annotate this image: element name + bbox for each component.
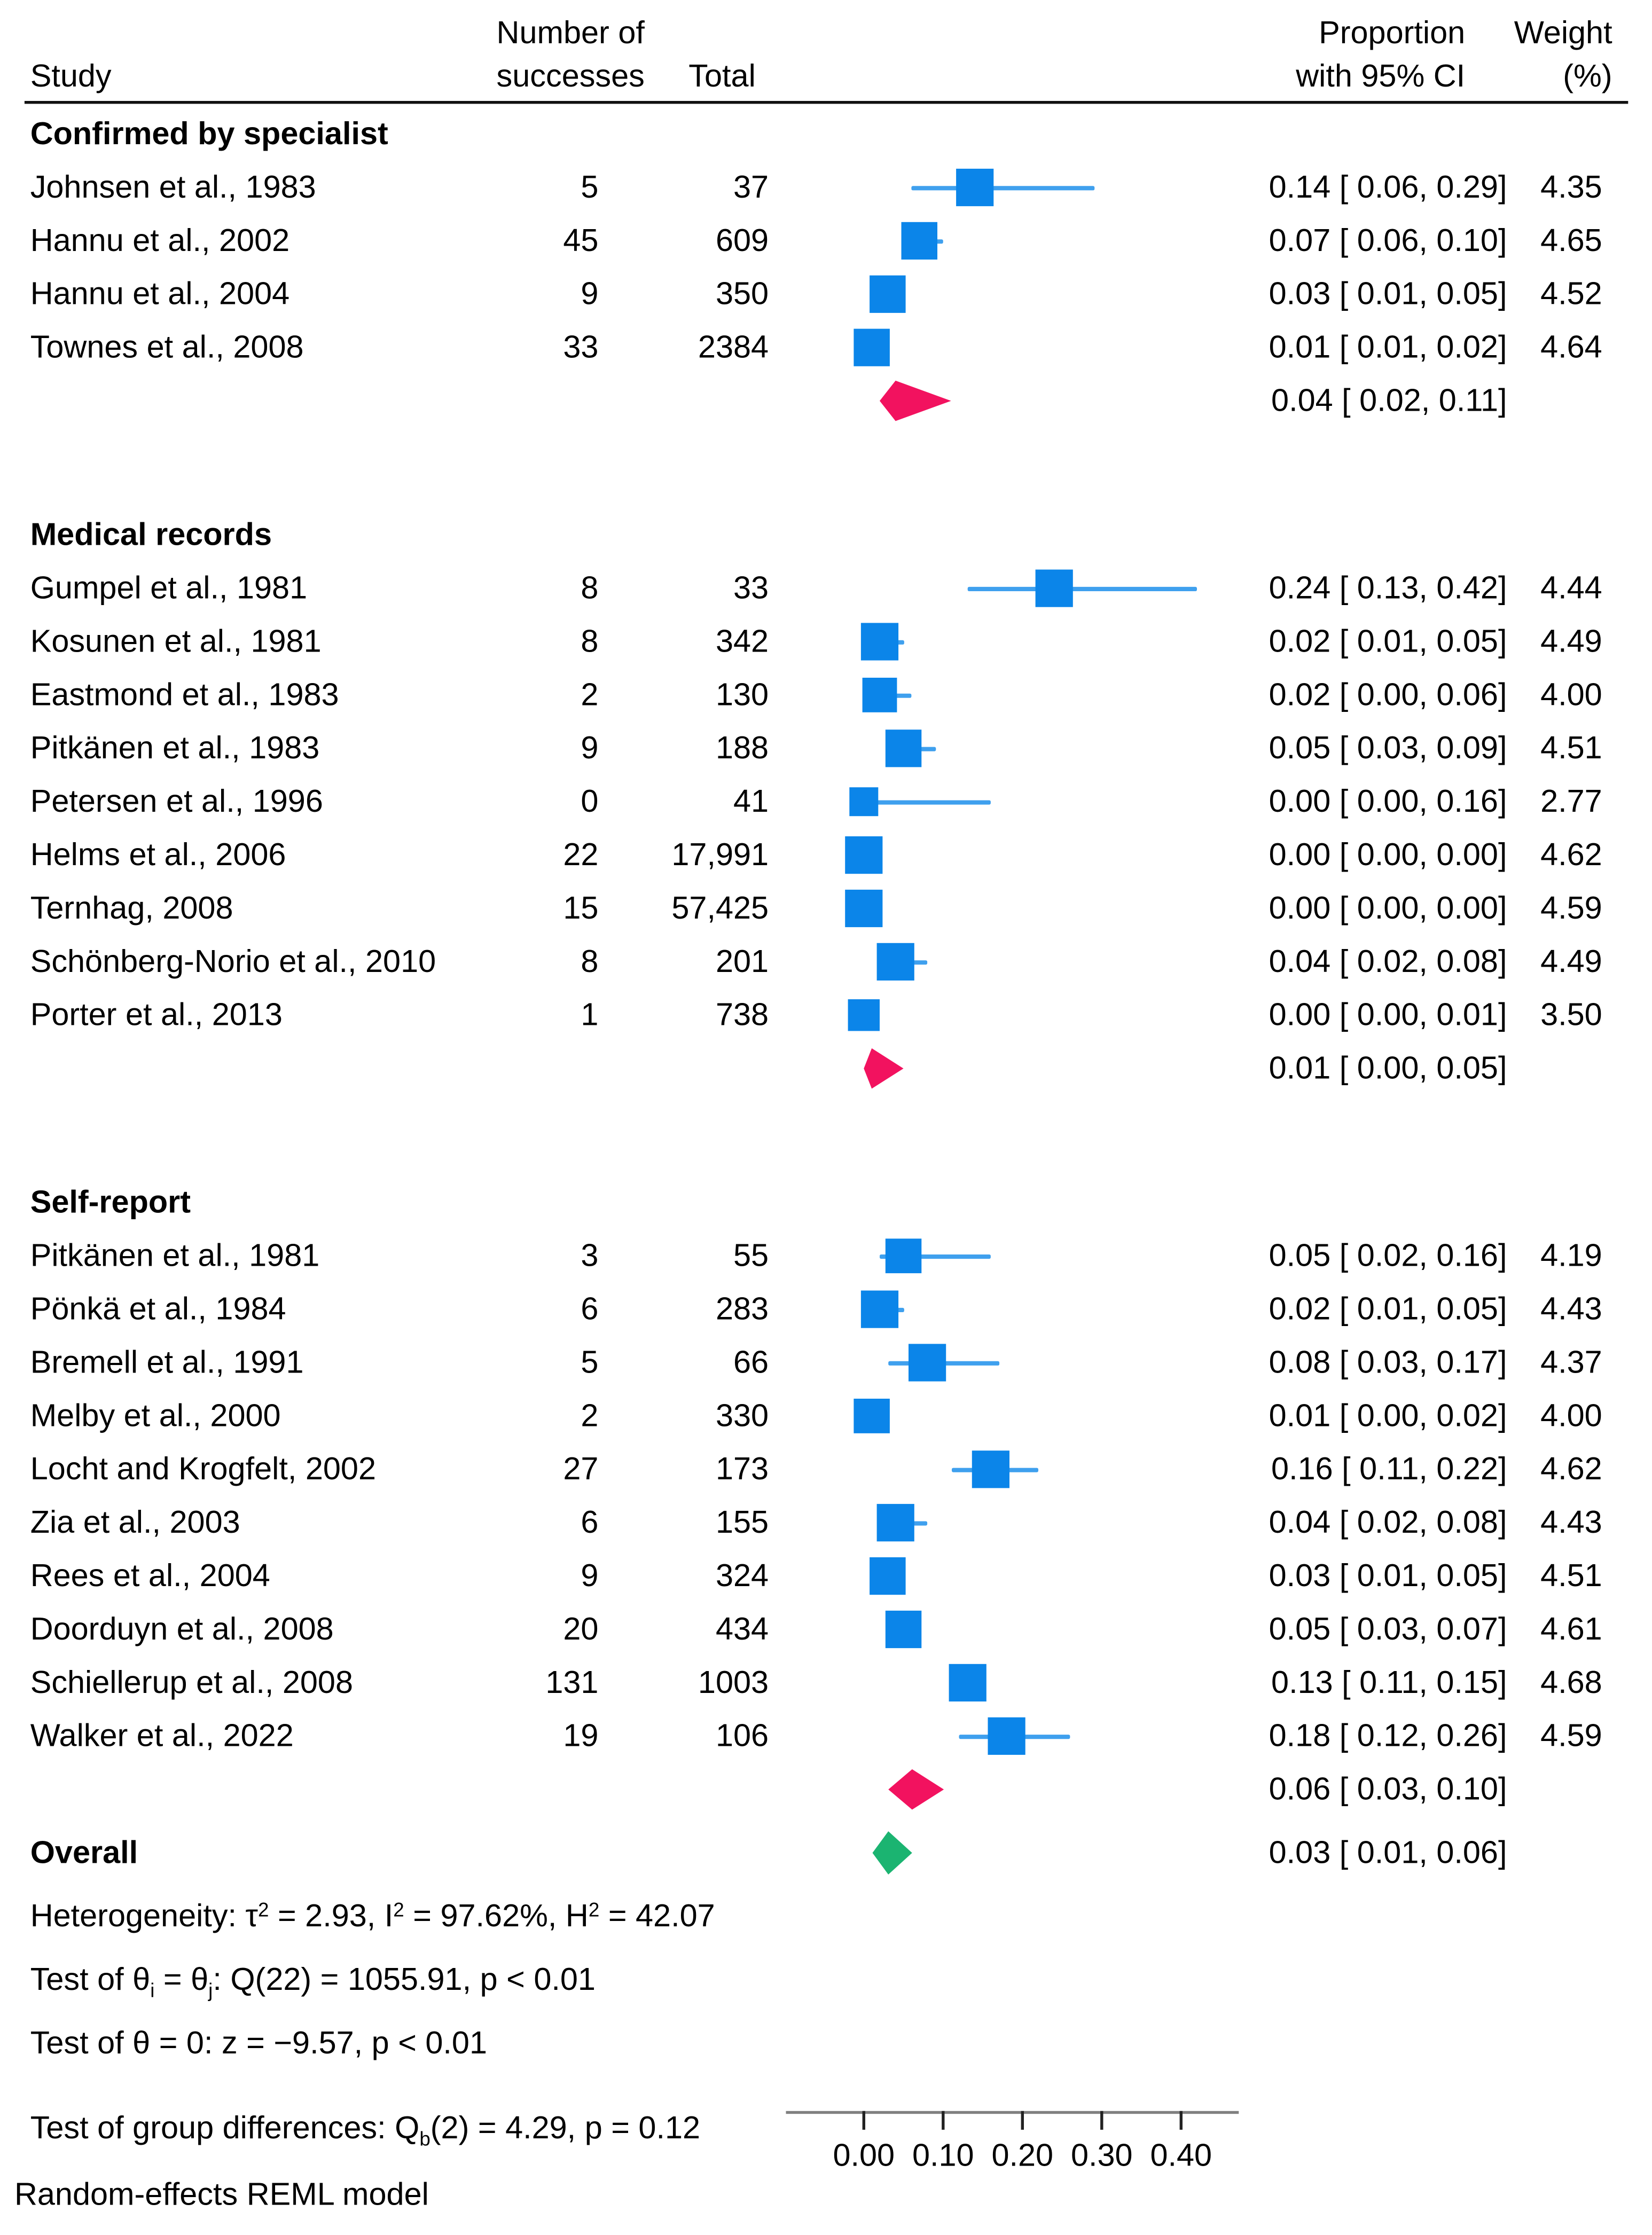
study-ci-text: 0.00 [ 0.00, 0.00] [1269, 889, 1507, 926]
effect-square [909, 1345, 945, 1381]
study-label: Gumpel et al., 1981 [30, 569, 308, 606]
effect-square [863, 678, 897, 712]
study-label: Melby et al., 2000 [30, 1397, 281, 1433]
study-weight: 4.43 [1540, 1504, 1602, 1540]
study-label: Eastmond et al., 1983 [30, 676, 339, 712]
study-weight: 2.77 [1540, 783, 1602, 819]
study-total: 173 [715, 1450, 769, 1487]
study-successes: 8 [581, 943, 599, 979]
study-successes: 8 [581, 569, 599, 606]
text-segment: Test of group differences: Q [30, 2109, 420, 2146]
axis-tick-label: 0.10 [912, 2137, 974, 2173]
subgroup-summary-diamond-shape [880, 381, 951, 421]
study-total: 55 [733, 1237, 769, 1274]
study-label: Walker et al., 2022 [30, 1717, 294, 1754]
study-total: 155 [715, 1504, 769, 1540]
study-successes: 33 [563, 328, 599, 365]
effect-square [862, 623, 898, 660]
study-total: 130 [715, 676, 769, 712]
study-total: 738 [715, 996, 769, 1033]
study-weight: 4.37 [1540, 1344, 1602, 1380]
study-weight: 4.68 [1540, 1664, 1602, 1700]
study-ci-text: 0.00 [ 0.00, 0.00] [1269, 836, 1507, 873]
subscript: b [419, 2128, 430, 2150]
ci-line [967, 586, 1197, 591]
column-header-weight-line2: (%) [1563, 58, 1612, 94]
study-ci-text: 0.13 [ 0.11, 0.15] [1271, 1664, 1507, 1700]
ci-line [911, 185, 1094, 190]
study-label: Schönberg-Norio et al., 2010 [30, 943, 436, 979]
study-label: Rees et al., 2004 [30, 1557, 270, 1594]
study-ci-text: 0.05 [ 0.02, 0.16] [1269, 1237, 1507, 1274]
effect-square [853, 329, 890, 366]
subgroup-ci-text: 0.04 [ 0.02, 0.11] [1271, 382, 1507, 418]
subgroup-ci-text: 0.06 [ 0.03, 0.10] [1269, 1770, 1507, 1807]
study-ci-text: 0.04 [ 0.02, 0.08] [1269, 1504, 1507, 1540]
group-header-label: Self-report [30, 1183, 191, 1220]
effect-square [849, 787, 878, 816]
effect-square [845, 890, 882, 927]
study-ci-text: 0.02 [ 0.01, 0.05] [1269, 1290, 1507, 1327]
study-label: Pitkänen et al., 1983 [30, 730, 320, 766]
study-total: 33 [733, 569, 769, 606]
effect-square [988, 1718, 1025, 1754]
study-successes: 3 [581, 1237, 599, 1274]
study-successes: 2 [581, 676, 599, 712]
group-header-label: Medical records [30, 516, 272, 553]
study-weight: 4.65 [1540, 222, 1602, 258]
study-total: 41 [733, 783, 769, 819]
study-label: Zia et al., 2003 [30, 1504, 240, 1540]
subgroup-summary-diamond [888, 1769, 943, 1810]
study-successes: 1 [581, 996, 599, 1033]
study-weight: 4.43 [1540, 1290, 1602, 1327]
effect-square [877, 944, 914, 981]
effect-square [869, 276, 906, 312]
study-successes: 8 [581, 623, 599, 659]
study-ci-text: 0.07 [ 0.06, 0.10] [1269, 222, 1507, 258]
study-weight: 4.51 [1540, 1557, 1602, 1594]
study-weight: 4.49 [1540, 623, 1602, 659]
study-weight: 4.19 [1540, 1237, 1602, 1274]
study-label: Hannu et al., 2004 [30, 275, 290, 312]
study-successes: 19 [563, 1717, 599, 1754]
subgroup-summary-diamond-shape [888, 1769, 943, 1810]
axis-tick [1180, 2111, 1183, 2130]
study-successes: 5 [581, 1344, 599, 1380]
study-total: 188 [715, 730, 769, 766]
effect-square [901, 222, 938, 260]
study-weight: 4.00 [1540, 676, 1602, 712]
axis-tick-label: 0.30 [1070, 2137, 1133, 2173]
axis-tick [1100, 2111, 1103, 2130]
text-segment: Test of θ = 0: z = −9.57, p < 0.01 [30, 2024, 488, 2061]
subscript: i [150, 1979, 155, 2001]
column-header-successes-line2: successes [496, 58, 645, 94]
study-ci-text: 0.02 [ 0.00, 0.06] [1269, 676, 1507, 712]
study-total: 66 [733, 1344, 769, 1380]
study-successes: 27 [563, 1450, 599, 1487]
study-label: Bremell et al., 1991 [30, 1344, 304, 1380]
study-successes: 9 [581, 730, 599, 766]
study-total: 1003 [698, 1664, 769, 1700]
column-header-total: Total [688, 58, 756, 94]
subscript: j [208, 1979, 213, 2001]
text-segment: = θ [154, 1961, 209, 1997]
study-label: Johnsen et al., 1983 [30, 168, 316, 205]
axis-tick-label: 0.00 [833, 2137, 895, 2173]
study-ci-text: 0.08 [ 0.03, 0.17] [1269, 1344, 1507, 1380]
overall-summary-diamond [872, 1831, 911, 1875]
study-weight: 4.51 [1540, 730, 1602, 766]
study-label: Ternhag, 2008 [30, 889, 233, 926]
study-total: 350 [715, 275, 769, 312]
column-header-weight-line1: Weight [1514, 14, 1612, 51]
study-label: Petersen et al., 1996 [30, 783, 323, 819]
study-successes: 5 [581, 168, 599, 205]
stats-line [30, 1896, 715, 1941]
study-total: 37 [733, 168, 769, 205]
study-ci-text: 0.05 [ 0.03, 0.07] [1269, 1610, 1507, 1647]
study-total: 17,991 [671, 836, 769, 873]
study-weight: 3.50 [1540, 996, 1602, 1033]
study-ci-text: 0.00 [ 0.00, 0.01] [1269, 996, 1507, 1033]
study-label: Pönkä et al., 1984 [30, 1290, 286, 1327]
study-label: Hannu et al., 2002 [30, 222, 290, 258]
study-total: 324 [715, 1557, 769, 1594]
text-segment: : Q(22) = 1055.91, p < 0.01 [213, 1961, 596, 1997]
axis-tick [863, 2111, 865, 2130]
effect-square [845, 836, 882, 874]
study-weight: 4.62 [1540, 836, 1602, 873]
column-header-proportion-line2: with 95% CI [1296, 58, 1466, 94]
column-header-study: Study [30, 58, 112, 94]
study-total: 434 [715, 1610, 769, 1647]
effect-square [878, 1504, 914, 1541]
model-note: Random-effects REML model [14, 2176, 429, 2212]
subgroup-summary-diamond [880, 381, 951, 421]
study-total: 283 [715, 1290, 769, 1327]
study-ci-text: 0.18 [ 0.12, 0.26] [1269, 1717, 1507, 1754]
text-segment: Test of θ [30, 1961, 151, 1997]
study-weight: 4.59 [1540, 1717, 1602, 1754]
study-ci-text: 0.14 [ 0.06, 0.29] [1269, 168, 1507, 205]
text-segment: (2) = 4.29, p = 0.12 [430, 2109, 701, 2146]
stats-line [30, 1959, 596, 2004]
study-label: Locht and Krogfelt, 2002 [30, 1450, 376, 1487]
study-ci-text: 0.02 [ 0.01, 0.05] [1269, 623, 1507, 659]
axis-tick [942, 2111, 944, 2130]
study-label: Schiellerup et al., 2008 [30, 1664, 354, 1700]
study-label: Helms et al., 2006 [30, 836, 286, 873]
effect-square [1036, 570, 1072, 606]
effect-square [972, 1450, 1009, 1488]
study-label: Doorduyn et al., 2008 [30, 1610, 334, 1647]
study-total: 2384 [698, 328, 769, 365]
text-segment: Heterogeneity: τ [30, 1897, 259, 1934]
group-difference-line [30, 2108, 700, 2153]
study-total: 201 [715, 943, 769, 979]
study-successes: 9 [581, 1557, 599, 1594]
study-successes: 9 [581, 275, 599, 312]
column-header-successes-line1: Number of [496, 14, 645, 51]
study-total: 330 [715, 1397, 769, 1433]
effect-square [869, 1558, 906, 1595]
overall-summary-diamond-shape [872, 1831, 911, 1875]
study-ci-text: 0.03 [ 0.01, 0.05] [1269, 1557, 1507, 1594]
study-ci-text: 0.01 [ 0.00, 0.02] [1269, 1397, 1507, 1433]
superscript: 2 [588, 1900, 600, 1922]
effect-square [862, 1291, 898, 1327]
study-ci-text: 0.24 [ 0.13, 0.42] [1269, 569, 1507, 606]
study-label: Pitkänen et al., 1981 [30, 1237, 320, 1274]
study-weight: 4.61 [1540, 1610, 1602, 1647]
study-ci-text: 0.00 [ 0.00, 0.16] [1269, 783, 1507, 819]
study-weight: 4.64 [1540, 328, 1602, 365]
study-successes: 20 [563, 1610, 599, 1647]
text-segment: = 42.07 [599, 1897, 715, 1934]
study-weight: 4.62 [1540, 1450, 1602, 1487]
text-segment: = 97.62%, H [404, 1897, 589, 1934]
text-segment: = 2.93, I [269, 1897, 394, 1934]
axis-tick-label: 0.20 [991, 2137, 1054, 2173]
effect-square [885, 730, 922, 767]
study-weight: 4.35 [1540, 168, 1602, 205]
study-ci-text: 0.04 [ 0.02, 0.08] [1269, 943, 1507, 979]
ci-line [864, 799, 991, 804]
effect-square [855, 1399, 889, 1433]
study-ci-text: 0.16 [ 0.11, 0.22] [1271, 1450, 1507, 1487]
effect-square [957, 169, 993, 206]
overall-ci-text: 0.03 [ 0.01, 0.06] [1269, 1834, 1507, 1870]
study-total: 342 [715, 623, 769, 659]
effect-square [885, 1611, 922, 1648]
study-total: 106 [715, 1717, 769, 1754]
study-ci-text: 0.01 [ 0.01, 0.02] [1269, 328, 1507, 365]
study-successes: 6 [581, 1504, 599, 1540]
study-total: 57,425 [671, 889, 769, 926]
subgroup-summary-diamond-shape [864, 1048, 903, 1089]
study-weight: 4.44 [1540, 569, 1602, 606]
effect-square [848, 999, 880, 1031]
study-label: Townes et al., 2008 [30, 328, 304, 365]
study-total: 609 [715, 222, 769, 258]
subgroup-ci-text: 0.01 [ 0.00, 0.05] [1269, 1049, 1507, 1086]
subgroup-summary-diamond [864, 1048, 903, 1089]
study-ci-text: 0.03 [ 0.01, 0.05] [1269, 275, 1507, 312]
column-header-proportion-line1: Proportion [1319, 14, 1466, 51]
study-ci-text: 0.05 [ 0.03, 0.09] [1269, 730, 1507, 766]
header-divider [25, 101, 1628, 104]
x-axis-line [786, 2111, 1239, 2114]
study-successes: 2 [581, 1397, 599, 1433]
axis-tick [1021, 2111, 1024, 2130]
study-successes: 15 [563, 889, 599, 926]
study-weight: 4.59 [1540, 889, 1602, 926]
stats-line [30, 2023, 487, 2064]
study-successes: 0 [581, 783, 599, 819]
study-successes: 131 [545, 1664, 599, 1700]
effect-square [948, 1664, 985, 1701]
superscript: 2 [258, 1900, 269, 1922]
study-successes: 22 [563, 836, 599, 873]
effect-square [886, 1238, 921, 1273]
study-successes: 6 [581, 1290, 599, 1327]
study-successes: 45 [563, 222, 599, 258]
study-label: Kosunen et al., 1981 [30, 623, 322, 659]
study-weight: 4.00 [1540, 1397, 1602, 1433]
overall-label: Overall [30, 1834, 138, 1870]
superscript: 2 [393, 1900, 404, 1922]
study-weight: 4.52 [1540, 275, 1602, 312]
group-header-label: Confirmed by specialist [30, 115, 388, 152]
study-weight: 4.49 [1540, 943, 1602, 979]
axis-tick-label: 0.40 [1150, 2137, 1212, 2173]
study-label: Porter et al., 2013 [30, 996, 283, 1033]
